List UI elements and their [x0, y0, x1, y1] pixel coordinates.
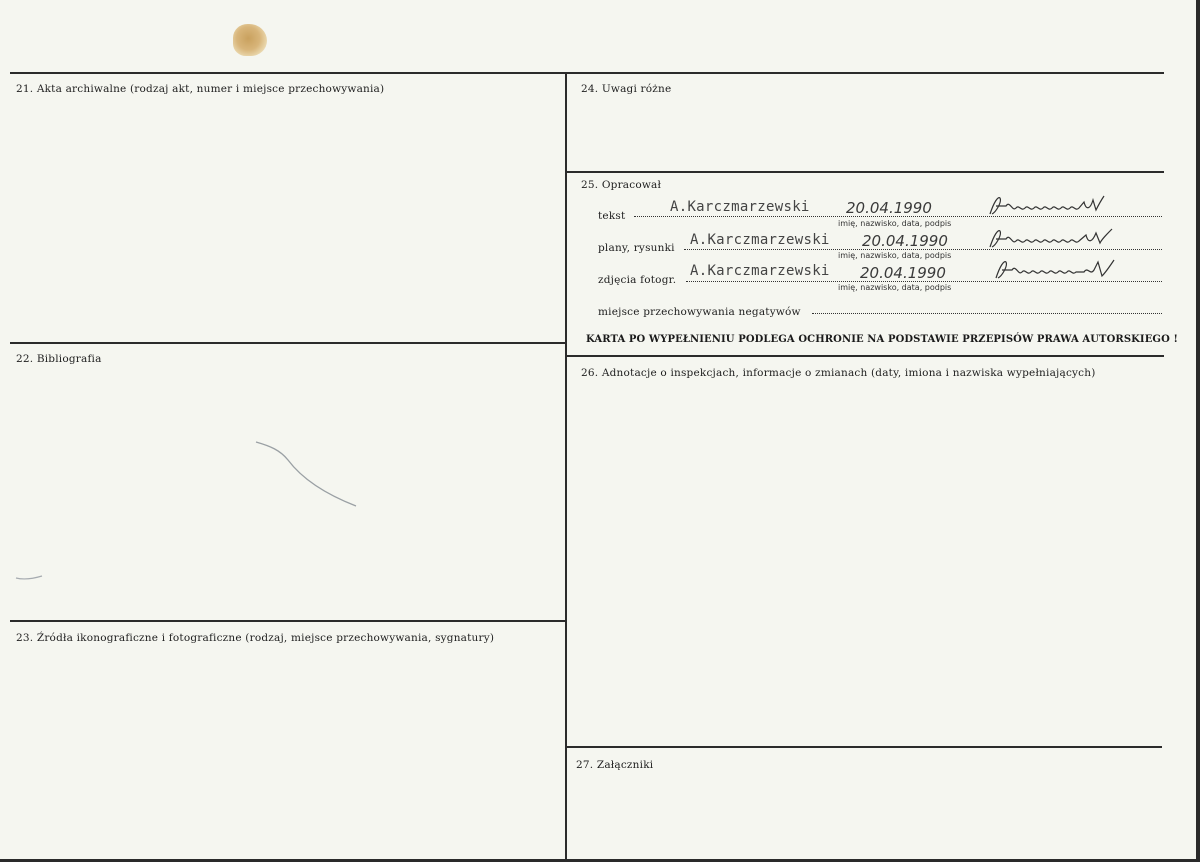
- row-tekst-name: A.Karczmarzewski: [670, 199, 810, 215]
- copyright-warning: KARTA PO WYPEŁNIENIU PODLEGA OCHRONIE NA PODSTAWIE PRZEPISÓW PRAWA AUTORSKIEGO !: [586, 334, 1178, 345]
- rule-24-25: [566, 171, 1164, 173]
- top-rule: [10, 72, 1164, 74]
- section-21-label: 21. Akta archiwalne (rodzaj akt, numer i miejsce przechowywania): [16, 83, 385, 95]
- row-zdjecia-label: zdjęcia fotogr.: [598, 274, 677, 286]
- section-26-label: 26. Adnotacje o inspekcjach, informacje o zmianach (daty, imiona i nazwiska wypełniających): [581, 367, 1096, 379]
- signature-3: [994, 256, 1118, 284]
- section-22-label: 22. Bibliografia: [16, 353, 102, 365]
- rule-25-26: [566, 355, 1164, 357]
- row-plany-label: plany, rysunki: [598, 242, 675, 254]
- row-plany-date: 20.04.1990: [862, 232, 948, 250]
- row-tekst-hint: imię, nazwisko, data, podpis: [838, 219, 952, 228]
- row-zdjecia-hint: imię, nazwisko, data, podpis: [838, 283, 952, 292]
- pencil-mark-small: [14, 570, 44, 584]
- negatives-label: miejsce przechowywania negatywów: [598, 306, 801, 318]
- negatives-dotted-line: [812, 313, 1162, 314]
- rule-21-22: [10, 342, 566, 344]
- section-24-label: 24. Uwagi różne: [581, 83, 672, 95]
- row-plany-name: A.Karczmarzewski: [690, 232, 830, 248]
- rule-22-23: [10, 620, 566, 622]
- row-plany-hint: imię, nazwisko, data, podpis: [838, 251, 952, 260]
- row-zdjecia-name: A.Karczmarzewski: [690, 263, 830, 279]
- row-zdjecia-date: 20.04.1990: [860, 264, 946, 282]
- section-27-label: 27. Załączniki: [576, 759, 654, 771]
- signature-1: [988, 192, 1108, 220]
- row-tekst-date: 20.04.1990: [846, 199, 932, 217]
- row-tekst-label: tekst: [598, 210, 626, 222]
- pencil-mark: [250, 436, 370, 516]
- rule-26-27: [566, 746, 1162, 748]
- signature-2: [988, 225, 1116, 253]
- section-25-label: 25. Opracował: [581, 179, 662, 191]
- section-23-label: 23. Źródła ikonograficzne i fotograficzne (rodzaj, miejsce przechowywania, sygnatury): [16, 632, 495, 644]
- stain-mark: [233, 24, 267, 56]
- center-divider: [565, 72, 567, 862]
